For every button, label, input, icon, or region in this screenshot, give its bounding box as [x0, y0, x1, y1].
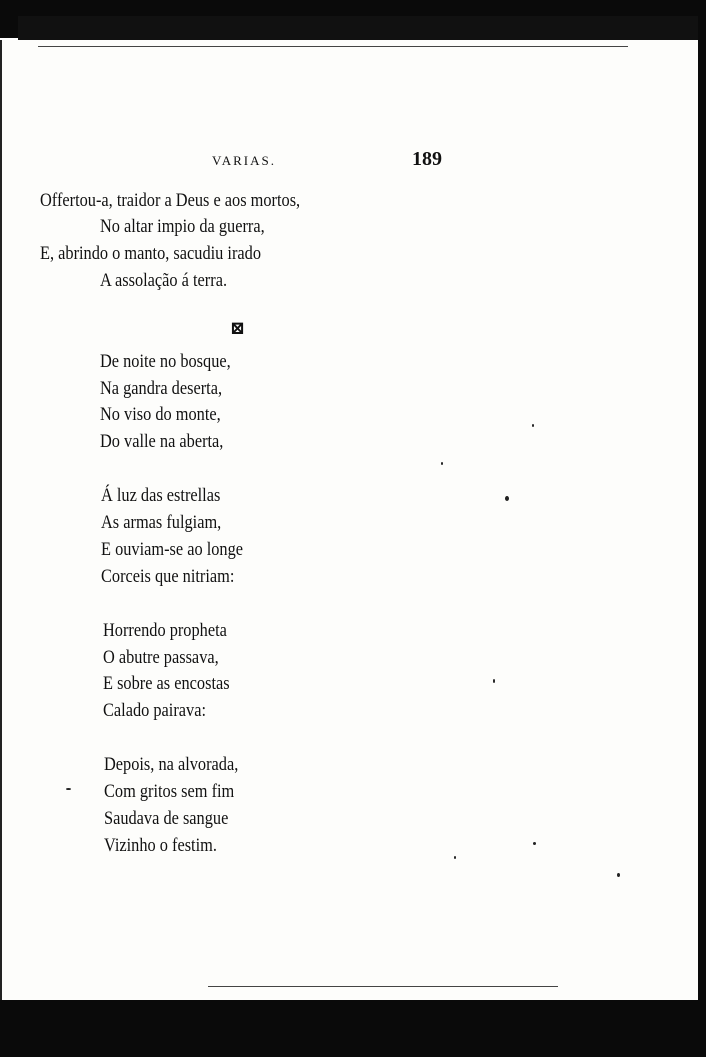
- verse-line: Com gritos sem fim: [104, 781, 235, 802]
- scan-speck: [66, 788, 71, 790]
- verse-line: E, abrindo o manto, sacudiu irado: [40, 243, 261, 264]
- scan-border-bottom: [0, 1000, 706, 1057]
- scan-border-right: [698, 0, 706, 1057]
- verse-line: Á luz das estrellas: [101, 485, 221, 506]
- verse-line: De noite no bosque,: [100, 351, 231, 372]
- verse-line: Na gandra deserta,: [100, 378, 223, 399]
- scan-speck: [533, 842, 536, 845]
- verse-line: Corceis que nitriam:: [101, 566, 235, 587]
- scan-speck: [532, 424, 534, 427]
- header-rule: [38, 46, 628, 47]
- verse-line: E sobre as encostas: [103, 673, 230, 694]
- verse-line: Calado pairava:: [103, 700, 206, 721]
- scan-border-top-inner: [18, 16, 706, 42]
- verse-line: Do valle na aberta,: [100, 431, 224, 452]
- scan-speck: [617, 873, 620, 877]
- running-head: VARIAS.: [212, 153, 276, 168]
- verse-line: Depois, na alvorada,: [104, 754, 239, 775]
- verse-line: No viso do monte,: [100, 404, 221, 425]
- scan-speck: [493, 679, 495, 683]
- verse-line: E ouviam-se ao longe: [101, 539, 244, 560]
- verse-line: Saudava de sangue: [104, 808, 229, 829]
- scan-speck: [505, 496, 509, 501]
- footer-rule: [208, 986, 558, 987]
- scan-speck: [454, 856, 456, 859]
- verse-line: As armas fulgiam,: [101, 512, 222, 533]
- verse-line: No altar impio da guerra,: [100, 216, 265, 237]
- verse-line: Offertou-a, traidor a Deus e aos mortos,: [40, 190, 301, 211]
- verse-line: O abutre passava,: [103, 647, 219, 668]
- page-number: 189: [412, 148, 442, 170]
- verse-line: Horrendo propheta: [103, 620, 227, 641]
- scan-speck: [441, 462, 443, 465]
- verse-line: Vizinho o festim.: [104, 835, 217, 856]
- section-ornament: ⊠: [230, 318, 246, 338]
- verse-line: A assolação á terra.: [100, 270, 228, 291]
